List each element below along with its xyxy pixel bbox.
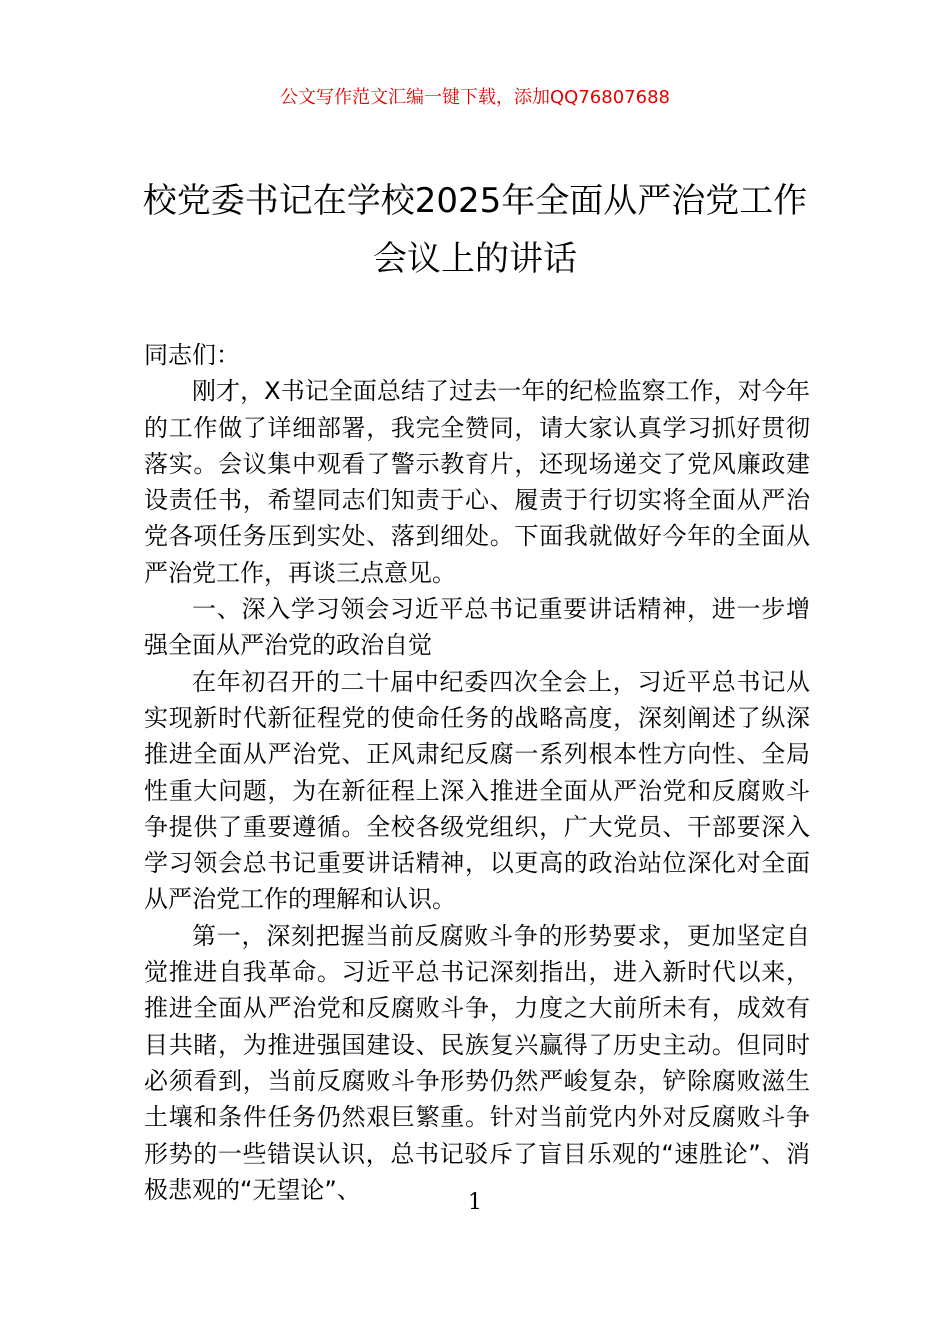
- document-title: 校党委书记在学校2025年全面从严治党工作会议上的讲话: [142, 181, 808, 279]
- paragraph: 刚才，X书记全面总结了过去一年的纪检监察工作，对今年的工作做了详细部署，我完全赞同，请大家认真学习抓好贯彻落实。会议集中观看了警示教育片，还现场递交了党风廉政建设责任书，希望同志们知责于心、履责于行切实将全面从严治党各项任务压到实处、落到细处。下面我就做好今年的全面从严治党工作，再谈三点意见。: [144, 377, 810, 587]
- page-number: 1: [468, 1190, 482, 1215]
- download-banner: 公文写作范文汇编一键下载，添加QQ76807688: [280, 87, 670, 108]
- document-body: [144, 337, 810, 1208]
- salutation: 同志们：: [144, 341, 240, 369]
- paragraph: 第一，深刻把握当前反腐败斗争的形势要求，更加坚定自觉推进自我革命。习近平总书记深刻指出，进入新时代以来，推进全面从严治党和反腐败斗争，力度之大前所未有，成效有目共睹，为推进强国建设、民族复兴赢得了历史主动。但同时必须看到，当前反腐败斗争形势仍然严峻复杂，铲除腐败滋生土壤和条件任务仍然艰巨繁重。针对当前党内外对反腐败斗争形势的一些错误认识，总书记驳斥了盲目乐观的“速胜论”、消极悲观的“无望论”、: [144, 921, 810, 1204]
- section-heading: 一、深入学习领会习近平总书记重要讲话精神，进一步增强全面从严治党的政治自觉: [144, 595, 810, 660]
- paragraph: 在年初召开的二十届中纪委四次全会上，习近平总书记从实现新时代新征程党的使命任务的战略高度，深刻阐述了纵深推进全面从严治党、正风肃纪反腐一系列根本性方向性、全局性重大问题，为在新征程上深入推进全面从严治党和反腐败斗争提供了重要遵循。全校各级党组织，广大党员、干部要深入学习领会总书记重要讲话精神，以更高的政治站位深化对全面从严治党工作的理解和认识。: [144, 667, 810, 914]
